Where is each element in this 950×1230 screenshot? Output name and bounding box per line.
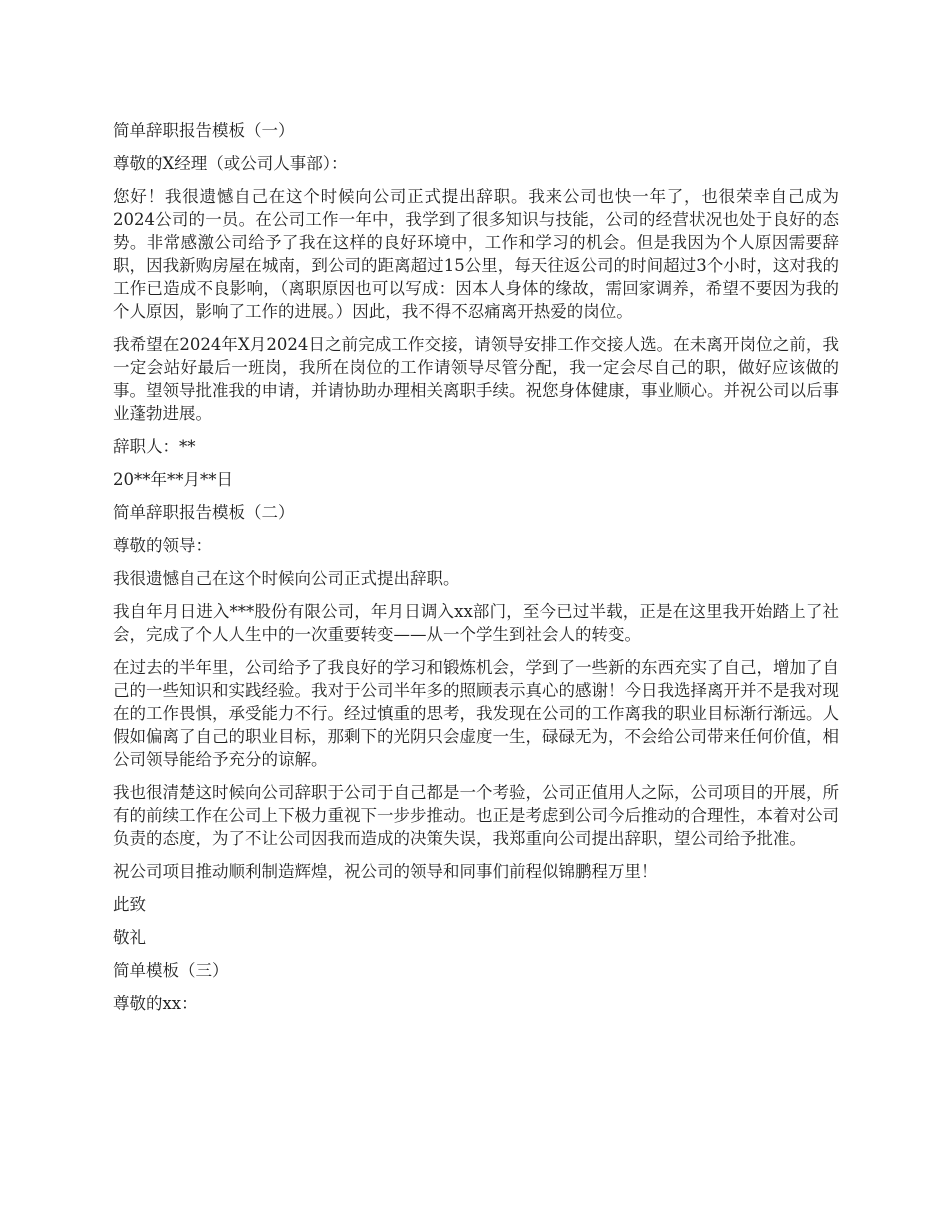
template-2-body-paragraph: 在过去的半年里，公司给予了我良好的学习和锻炼机会，学到了一些新的东西充实了自己，增加了自己的一些知识和实践经验。我对于公司半年多的照顾表示真心的感谢！今日我选择离开并不是我对现在的工作畏惧，承受能力不行。经过慎重的思考，我发现在公司的工作离我的职业目标渐行渐远。人假如偏离了自己的职业目标，那剩下的光阴只会虚度一生，碌碌无为，不会给公司带来任何价值，相公司领导能给予充分的谅解。 (113, 658, 839, 769)
template-2-salutation: 尊敬的领导： (113, 536, 212, 555)
template-2-body-paragraph: 我很遗憾自己在这个时候向公司正式提出辞职。 (113, 569, 460, 588)
template-1-body-paragraph: 我希望在2024年X月2024日之前完成工作交接，请领导安排工作交接人选。在未离开岗位之前，我一定会站好最后一班岗，我所在岗位的工作请领导尽管分配，我一定会尽自己的职，做好应该做的事。望领导批准我的申请，并请协助办理相关离职手续。祝您身体健康，事业顺心。并祝公司以后事业蓬勃进展。 (113, 335, 839, 423)
template-2-body-paragraph: 祝公司项目推动顺利制造辉煌，祝公司的领导和同事们前程似锦鹏程万里！ (113, 862, 658, 881)
template-1-signature: 辞职人：** (113, 437, 196, 456)
template-2-regards: 敬礼 (113, 928, 146, 947)
template-1-title: 简单辞职报告模板（一） (113, 121, 295, 140)
template-1-date: 20**年**月**日 (113, 470, 233, 489)
template-2-body-paragraph: 我自年月日进入***股份有限公司，年月日调入xx部门，至今已过半载，正是在这里我开始踏上了社会，完成了个人人生中的一次重要转变——从一个学生到社会人的转变。 (113, 602, 839, 644)
template-3-title: 简单模板（三） (113, 961, 229, 980)
template-2-body-paragraph: 我也很清楚这时候向公司辞职于公司于自己都是一个考验，公司正值用人之际，公司项目的开展，所有的前续工作在公司上下极力重视下一步步推动。也正是考虑到公司今后推动的合理性，本着对公司负责的态度，为了不让公司因我而造成的决策失误，我郑重向公司提出辞职，望公司给予批准。 (113, 783, 839, 848)
template-1-salutation: 尊敬的X经理（或公司人事部）： (113, 154, 348, 173)
template-2-title: 简单辞职报告模板（二） (113, 503, 295, 522)
template-1-body-paragraph: 您好！我很遗憾自己在这个时候向公司正式提出辞职。我来公司也快一年了，也很荣幸自己成为2024公司的一员。在公司工作一年中，我学到了很多知识与技能，公司的经营状况也处于良好的态势。非常感激公司给予了我在这样的良好环境中，工作和学习的机会。但是我因为个人原因需要辞职，因我新购房屋在城南，到公司的距离超过15公里，每天往返公司的时间超过3个小时，这对我的工作已造成不良影响，（离职原因也可以写成：因本人身体的缘故，需回家调养，希望不要因为我的个人原因，影响了工作的进展。）因此，我不得不忍痛离开热爱的岗位。 (113, 187, 839, 321)
template-2-closing: 此致 (113, 895, 146, 914)
template-3-salutation: 尊敬的xx： (113, 994, 198, 1013)
document-body (113, 119, 839, 1025)
